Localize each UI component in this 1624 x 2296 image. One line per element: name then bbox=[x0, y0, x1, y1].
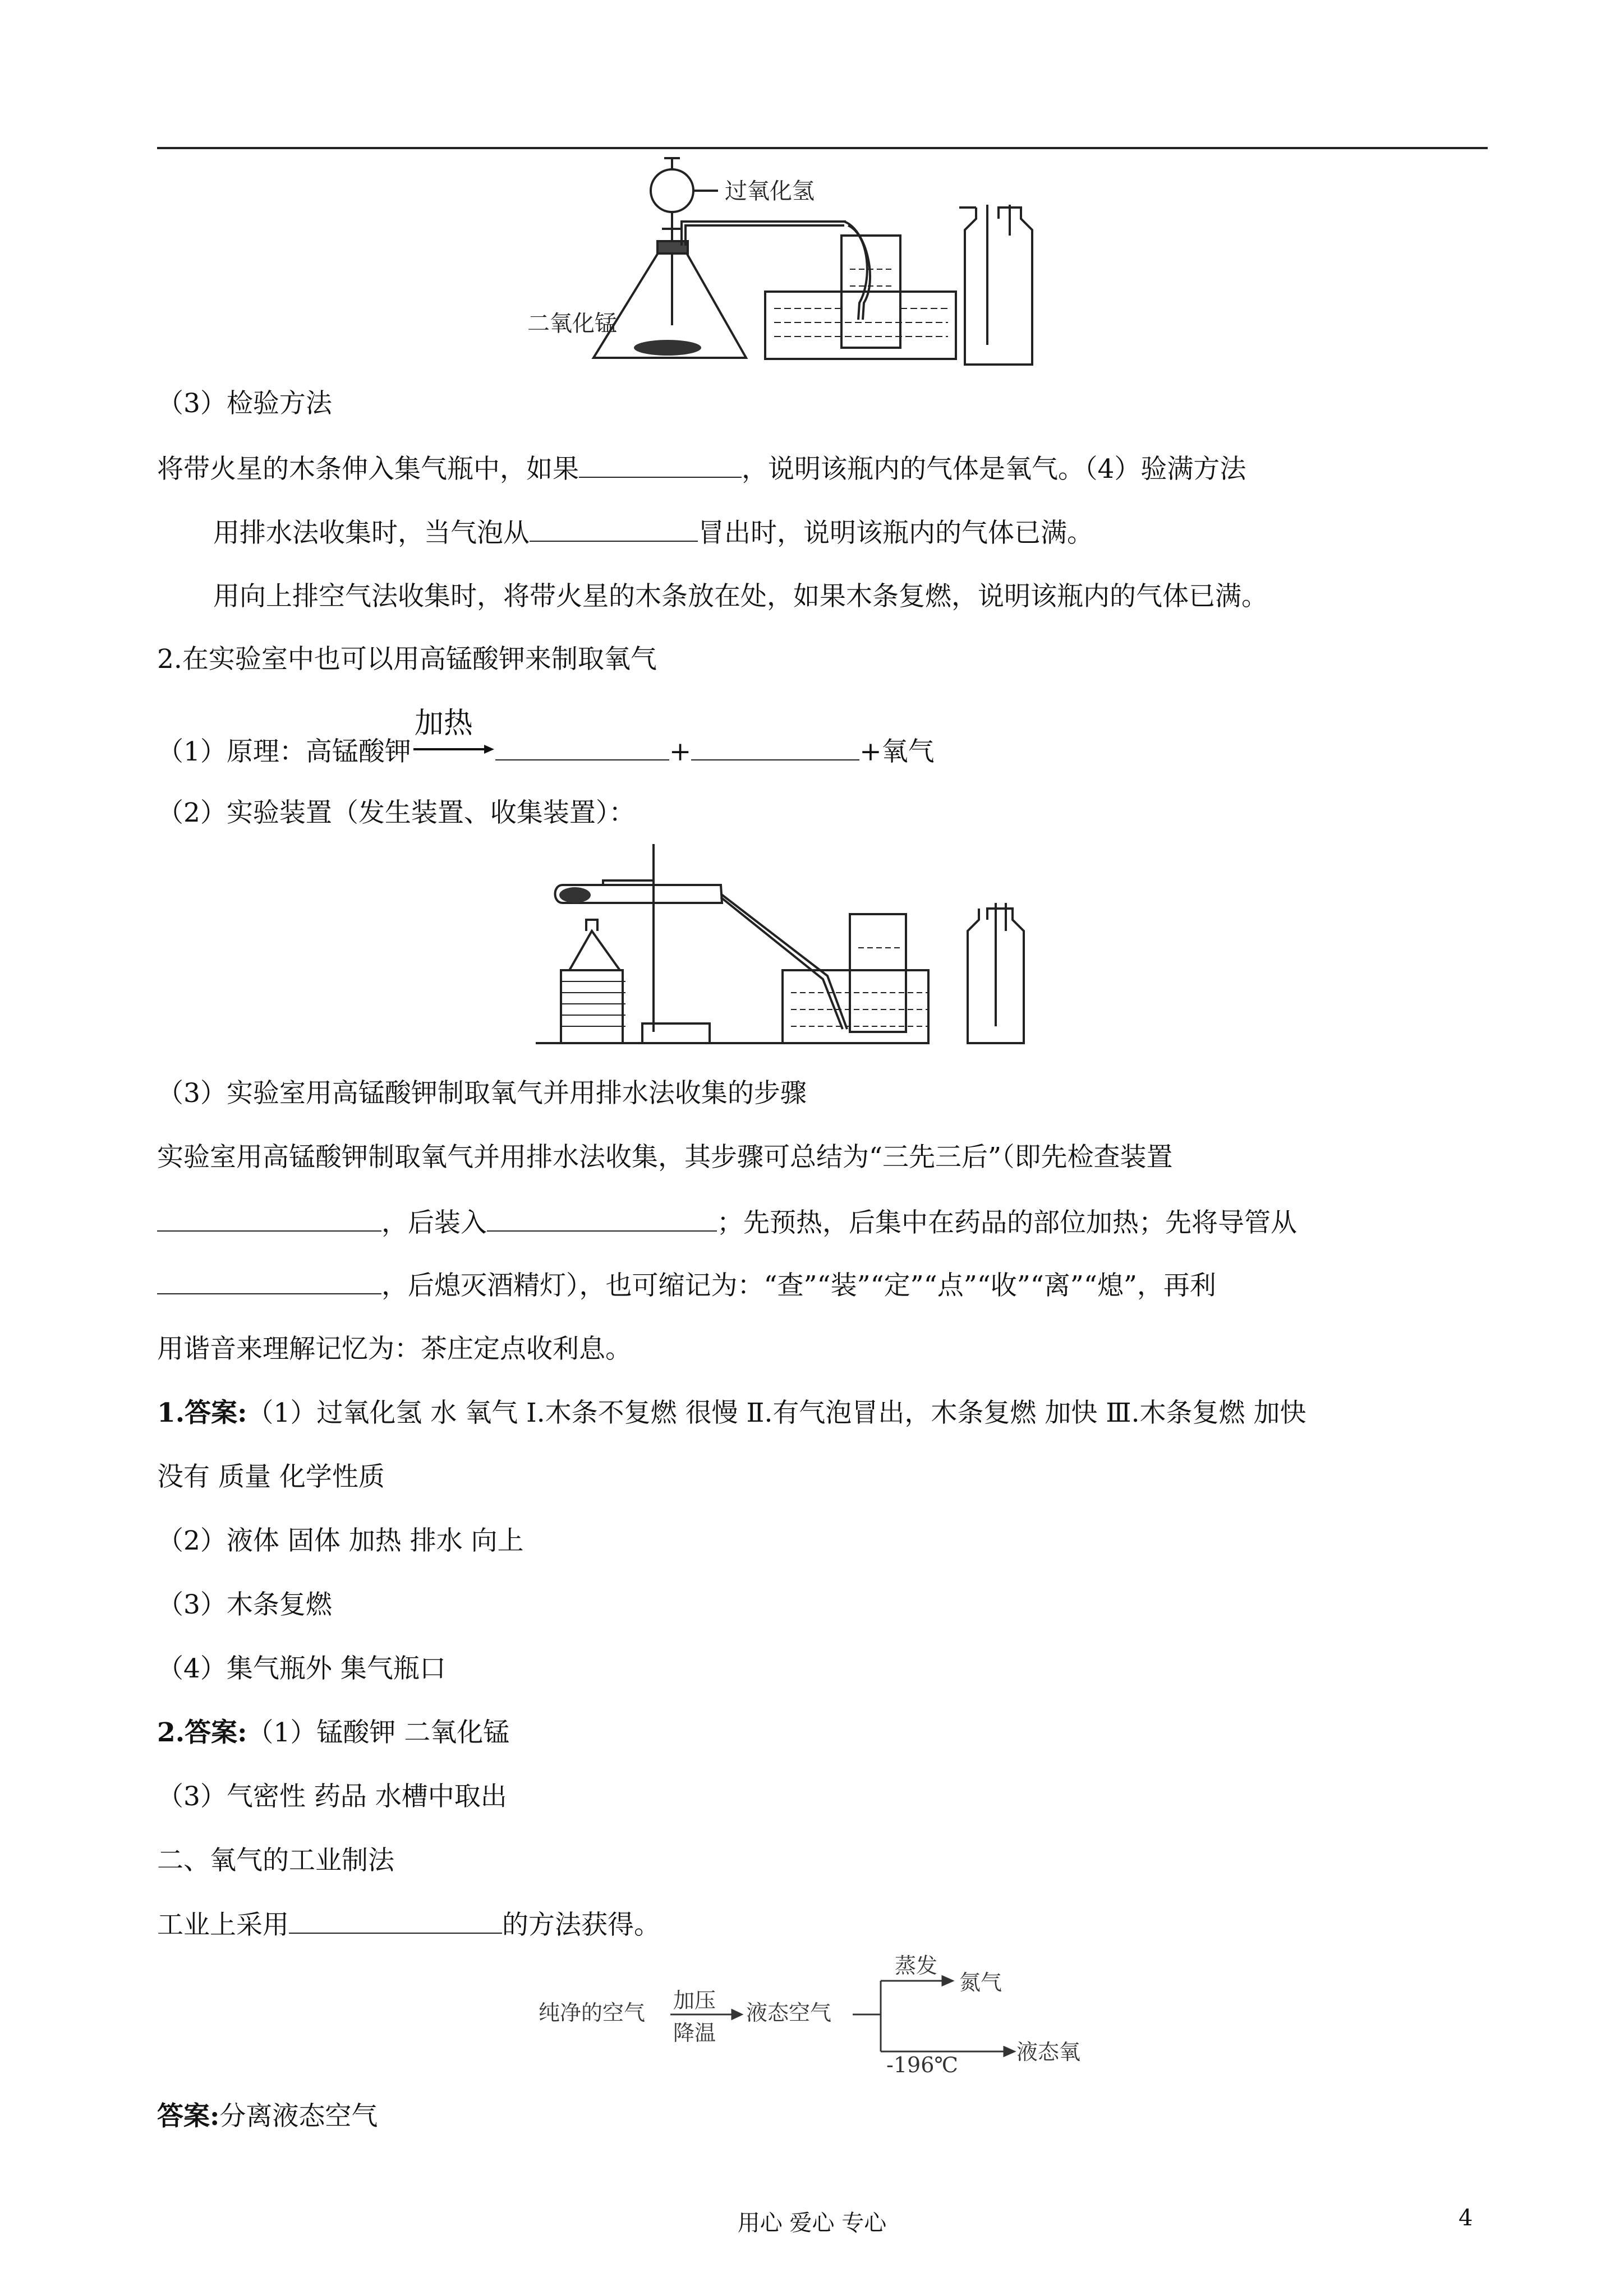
answer-1-cont: 没有 质量 化学性质 bbox=[157, 1461, 385, 1492]
full-check-air: 用向上排空气法收集时，将带火星的木条放在处，如果木条复燃，说明该瓶内的气体已满。 bbox=[213, 581, 1268, 612]
flow-diagram bbox=[539, 1946, 1099, 2081]
flow-evaporate: 蒸发 bbox=[895, 1953, 938, 1978]
flow-liquid-air: 液态空气 bbox=[746, 2000, 832, 2025]
question-2: 2.在实验室中也可以用高锰酸钾来制取氧气 bbox=[157, 644, 657, 675]
flow-pure-air: 纯净的空气 bbox=[539, 2000, 646, 2025]
blank-2[interactable] bbox=[530, 516, 698, 542]
figure-kmno4-apparatus bbox=[536, 841, 1119, 1054]
industrial-method: 工业上采用 的方法获得。 bbox=[157, 1908, 660, 1942]
answer-1: 1.答案:（1）过氧化氢 水 氧气 Ⅰ.木条不复燃 很慢 Ⅱ.有气泡冒出，木条复燃 加快 Ⅲ.木条复燃 加快 bbox=[157, 1398, 1306, 1428]
flow-liquid-oxygen: 液态氧 bbox=[1016, 2040, 1081, 2064]
flow-nitrogen: 氮气 bbox=[959, 1970, 1002, 1995]
reaction-arrow bbox=[411, 707, 495, 768]
label-h2o2: 过氧化氢 bbox=[725, 178, 815, 204]
answer-1-2: （2）液体 固体 加热 排水 向上 bbox=[157, 1525, 524, 1556]
check-method-text: 将带火星的木条伸入集气瓶中，如果 ，说明该瓶内的气体是氧气。（4）验满方法 bbox=[157, 452, 1246, 486]
flow-press: 加压 bbox=[673, 1988, 716, 2013]
section-industrial: 二、氧气的工业制法 bbox=[157, 1845, 394, 1876]
blank-8[interactable] bbox=[289, 1908, 502, 1934]
full-check-water: 用排水法收集时，当气泡从 冒出时，说明该瓶内的气体已满。 bbox=[213, 516, 1093, 550]
steps-paragraph-4: 用谐音来理解记忆为：茶庄定点收利息。 bbox=[157, 1334, 632, 1364]
steps-paragraph-1: 实验室用高锰酸钾制取氧气并用排水法收集，其步骤可总结为“三先三后”（即先检查装置 bbox=[157, 1142, 1173, 1173]
footer-motto: 用心 爱心 专心 bbox=[737, 2210, 887, 2236]
blank-1[interactable] bbox=[579, 452, 742, 478]
page-number: 4 bbox=[1459, 2205, 1473, 2231]
blank-7[interactable] bbox=[157, 1269, 381, 1294]
section-check-method: （3）检验方法 bbox=[157, 388, 332, 419]
flow-cool: 降温 bbox=[673, 2021, 716, 2045]
answer-3: 答案:分离液态空气 bbox=[157, 2101, 378, 2132]
flow-temp: -196℃ bbox=[886, 2053, 958, 2077]
blank-3[interactable] bbox=[495, 735, 669, 760]
answer-1-4: （4）集气瓶外 集气瓶口 bbox=[157, 1653, 446, 1684]
answer-2-3: （3）气密性 药品 水槽中取出 bbox=[157, 1781, 507, 1812]
header-rule bbox=[157, 147, 1488, 149]
answer-1-3: （3）木条复燃 bbox=[157, 1589, 332, 1620]
steps-paragraph-3: ，后熄灭酒精灯），也可缩记为：“查”“装”“定”“点”“收”“离”“熄”，再利 bbox=[157, 1269, 1216, 1303]
answer-2: 2.答案:（1）锰酸钾 二氧化锰 bbox=[157, 1717, 510, 1748]
figure-h2o2-apparatus bbox=[527, 151, 1111, 376]
blank-6[interactable] bbox=[487, 1206, 717, 1232]
apparatus-line: （2）实验装置（发生装置、收集装置）： bbox=[157, 797, 636, 828]
blank-5[interactable] bbox=[157, 1206, 381, 1232]
steps-paragraph-2: ，后装入 ；先预热，后集中在药品的部位加热；先将导管从 bbox=[157, 1206, 1297, 1240]
principle-line: （1）原理：高锰酸钾 加热 + +氧气 bbox=[157, 707, 935, 767]
steps-heading: （3）实验室用高锰酸钾制取氧气并用排水法收集的步骤 bbox=[157, 1078, 807, 1109]
condition-heat: 加热 bbox=[414, 707, 473, 740]
blank-4[interactable] bbox=[691, 735, 859, 760]
label-mno2: 二氧化锰 bbox=[527, 311, 617, 336]
